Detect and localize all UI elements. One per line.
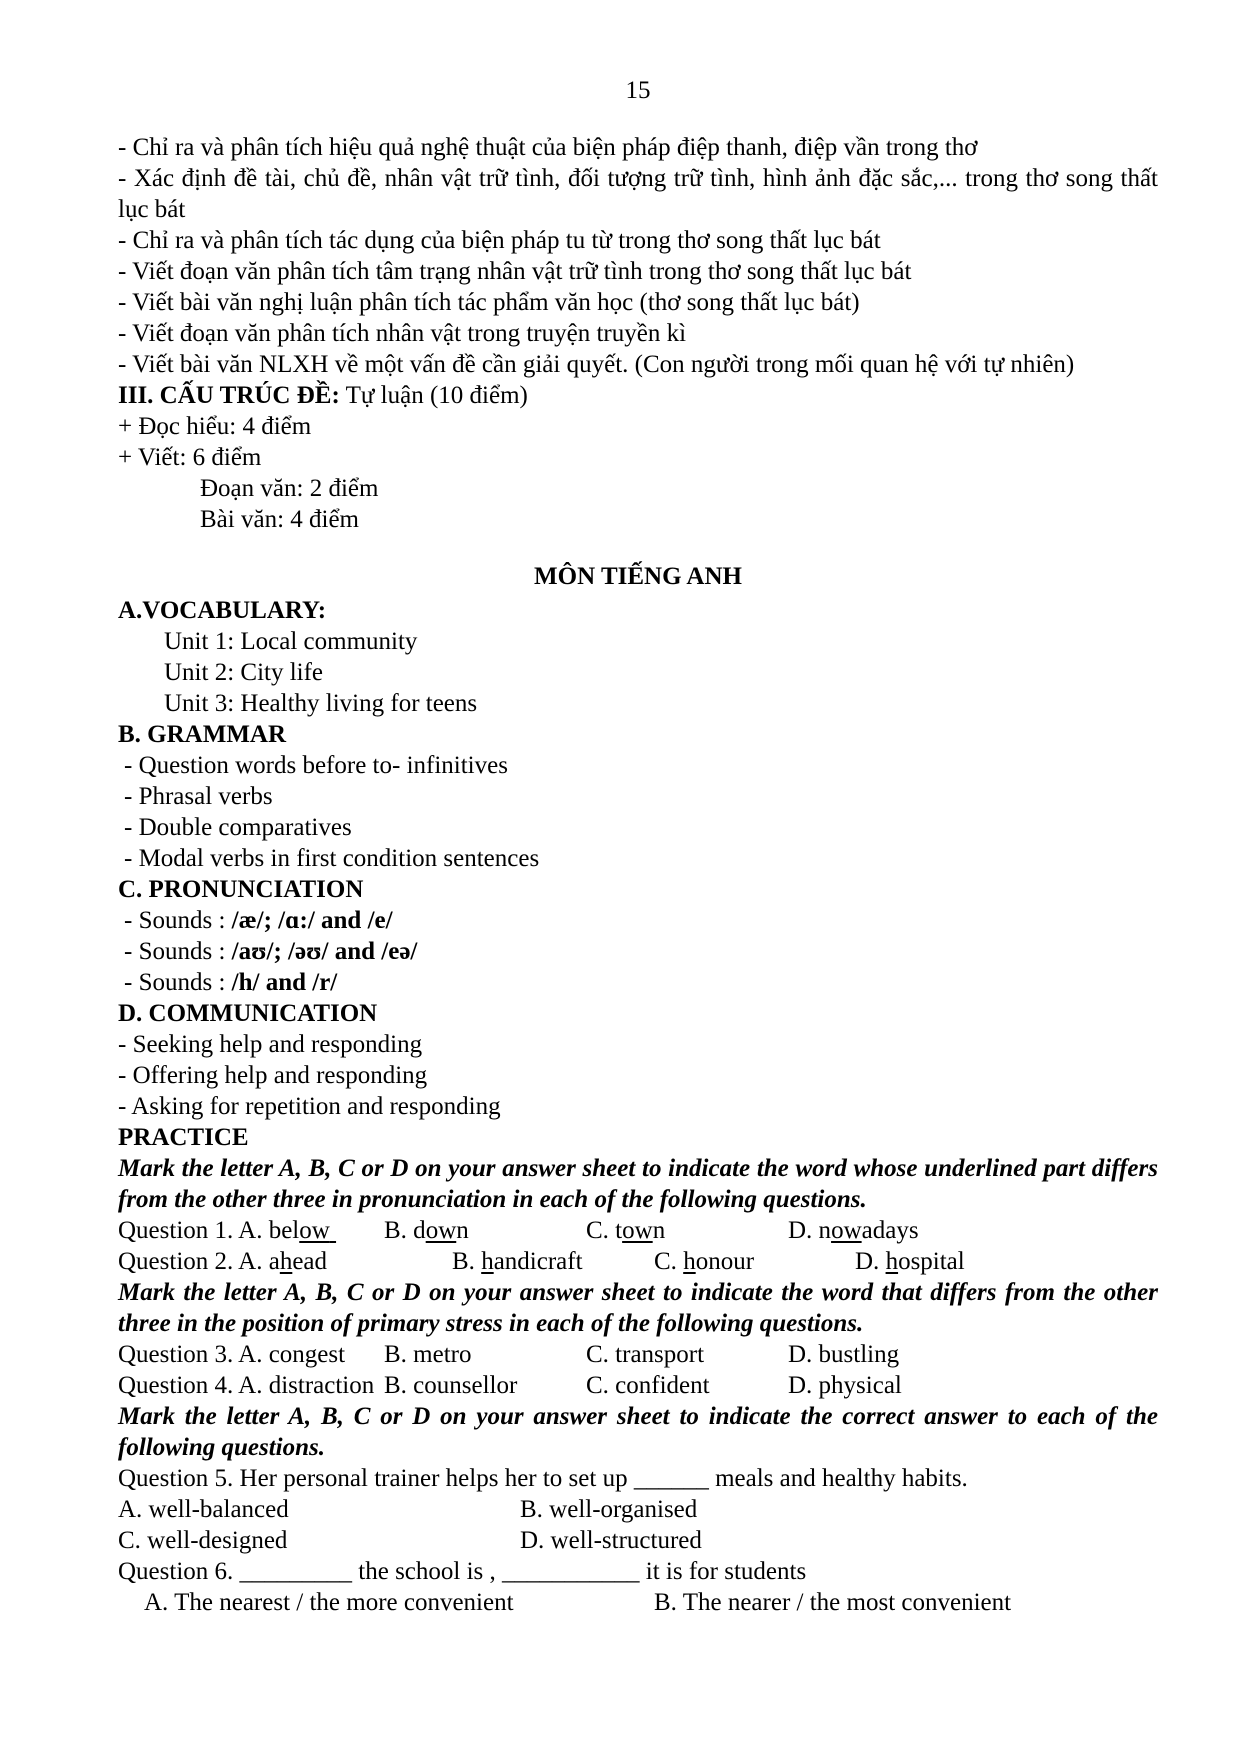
question-5-options-row-2 [118,1525,1158,1556]
van-bullet: - Chỉ ra và phân tích hiệu quả nghệ thuật của biện pháp điệp thanh, điệp vần trong thơ [118,134,978,161]
question-5-option-d: D. well-structured [520,1527,702,1554]
unit-item: Unit 2: City life [164,659,324,686]
van-bullet: - Viết bài văn NLXH về một vấn đề cần giải quyết. (Con người trong mối quan hệ với tự nhiên) [118,351,1075,378]
question-4-option-a: Question 4. A. distraction [118,1372,375,1399]
sound-item [118,936,1158,967]
sound-prefix: - Sounds : [124,907,232,934]
question-1-option-b [384,1215,469,1246]
van-bullet: - Xác định đề tài, chủ đề, nhân vật trữ tình, đối tượng trữ tình, hình ảnh đặc sắc,... trong thơ song thất lục bát [118,165,1158,223]
instruction-correct-answer: Mark the letter A, B, C or D on your answer sheet to indicate the correct answer to each of the following questions. [118,1403,1158,1461]
option-text: C. t [586,1217,623,1244]
underlined-part: h [279,1248,293,1275]
question-6-stem: Question 6. _________ the school is , ___________ it is for students [118,1558,807,1585]
unit-item: Unit 1: Local community [164,628,418,655]
underlined-part: ow [299,1217,330,1244]
sound-value: /aʊ/; /əʊ/ and /eə/ [231,938,418,965]
sound-prefix: - Sounds : [124,969,232,996]
question-2-option-b [452,1246,583,1277]
question-6-options-row [118,1587,1158,1618]
question-4-option-d: D. physical [788,1372,902,1399]
communication-item: - Seeking help and responding [118,1031,423,1058]
sound-value: /æ/; /ɑ:/ and /e/ [231,907,393,934]
option-text: ead [292,1248,328,1275]
underlined-part: ow [831,1217,862,1244]
option-text: a [268,1248,280,1275]
structure-paragraph: Đoạn văn: 2 điểm [200,475,379,502]
question-3 [118,1339,1158,1370]
underlined-part: h [885,1248,899,1275]
question-label: Question 1. A. [118,1217,269,1244]
grammar-item: - Double comparatives [124,814,352,841]
instruction-pronunciation: Mark the letter A, B, C or D on your answer sheet to indicate the word whose underlined part differs from the other three in pronunciation in each of the following questions. [118,1155,1158,1213]
grammar-item: - Phrasal verbs [124,783,273,810]
option-text: onour [695,1248,755,1275]
option-text: n [456,1217,469,1244]
question-4-option-b: B. counsellor [384,1372,518,1399]
question-3-option-c: C. transport [586,1341,705,1368]
unit-item: Unit 3: Healthy living for teens [164,690,478,717]
underline-tail [330,1217,336,1244]
question-6-option-b: B. The nearer / the most convenient [654,1589,1012,1616]
van-bullet: - Viết đoạn văn phân tích tâm trạng nhân vật trữ tình trong thơ song thất lục bát [118,258,912,285]
underlined-part: h [683,1248,696,1275]
question-5-option-a: A. well-balanced [118,1496,289,1523]
option-text: B. d [384,1217,426,1244]
question-5-option-b: B. well-organised [520,1496,698,1523]
question-1-option-a [118,1215,336,1246]
option-text: D. [855,1248,886,1275]
sound-prefix: - Sounds : [124,938,232,965]
question-5-stem: Question 5. Her personal trainer helps her to set up ______ meals and healthy habits. [118,1465,968,1492]
question-2-option-c [654,1246,754,1277]
question-2-option-a [118,1246,327,1277]
option-text: n [652,1217,666,1244]
question-1-option-c [586,1215,665,1246]
van-bullet: - Chỉ ra và phân tích tác dụng của biện pháp tu từ trong thơ song thất lục bát [118,227,881,254]
structure-heading-rest: Tự luận (10 điểm) [339,382,528,409]
underlined-part: h [481,1248,494,1275]
question-5-options-row-1 [118,1494,1158,1525]
question-2-option-d [855,1246,965,1277]
grammar-heading: B. GRAMMAR [118,721,287,748]
structure-heading [118,380,1158,411]
option-text: B. [452,1248,482,1275]
practice-heading: PRACTICE [118,1124,249,1151]
question-4 [118,1370,1158,1401]
vocab-heading: A.VOCABULARY: [118,597,327,624]
page-number: 15 [625,77,651,104]
question-5-option-c: C. well-designed [118,1527,288,1554]
underlined-part: ow [622,1217,653,1244]
sound-item [118,905,1158,936]
option-text: bel [268,1217,300,1244]
question-1 [118,1215,1158,1246]
option-text: D. n [788,1217,832,1244]
structure-reading: + Đọc hiểu: 4 điểm [118,413,312,440]
option-text: ospital [898,1248,965,1275]
grammar-item: - Question words before to- infinitives [124,752,508,779]
sound-item [118,967,1158,998]
question-6-option-a: A. The nearest / the more convenient [144,1589,514,1616]
option-text: C. [654,1248,684,1275]
van-bullet: - Viết bài văn nghị luận phân tích tác phẩm văn học (thơ song thất lục bát) [118,289,860,316]
communication-item: - Offering help and responding [118,1062,428,1089]
question-3-option-a: Question 3. A. congest [118,1341,346,1368]
english-title: MÔN TIẾNG ANH [534,563,742,590]
communication-item: - Asking for repetition and responding [118,1093,501,1120]
structure-writing: + Viết: 6 điểm [118,444,262,471]
instruction-stress: Mark the letter A, B, C or D on your answer sheet to indicate the word that differs from the other three in the position of primary stress in each of the following questions. [118,1279,1158,1337]
pronunciation-heading: C. PRONUNCIATION [118,876,364,903]
structure-essay: Bài văn: 4 điểm [200,506,359,533]
sound-value: /h/ and /r/ [231,969,338,996]
underlined-part: ow [425,1217,457,1244]
question-3-option-b: B. metro [384,1341,472,1368]
option-text: andicraft [493,1248,583,1275]
communication-heading: D. COMMUNICATION [118,1000,378,1027]
question-4-option-c: C. confident [586,1372,710,1399]
van-bullet: - Viết đoạn văn phân tích nhân vật trong truyện truyền kì [118,320,687,347]
grammar-item: - Modal verbs in first condition sentences [124,845,540,872]
question-1-option-d [788,1215,919,1246]
question-2 [118,1246,1158,1277]
question-label: Question 2. A. [118,1248,269,1275]
structure-heading-label: III. CẤU TRÚC ĐỀ: [118,382,340,409]
question-3-option-d: D. bustling [788,1341,900,1368]
option-text: adays [861,1217,919,1244]
page-content [118,132,1158,1618]
